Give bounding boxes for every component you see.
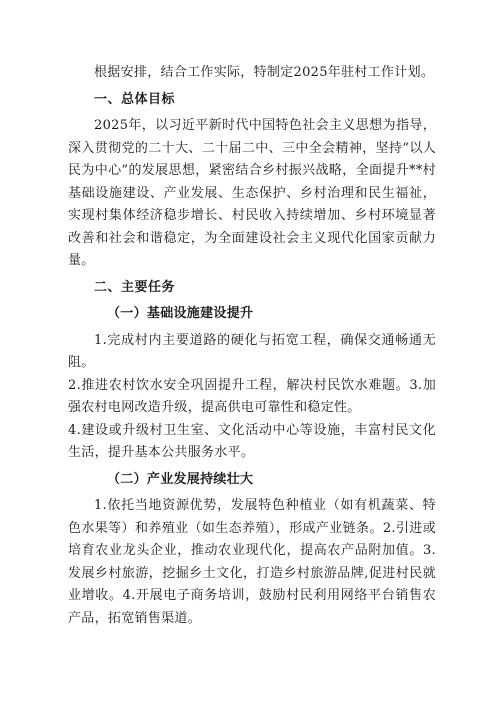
infrastructure-item-2-3: 2.推进农村饮水安全巩固提升工程，解决村民饮水难题。3.加强农村电网改造升级，提高供电可靠性和稳定性。 bbox=[68, 377, 436, 415]
intro-paragraph: 根据安排，结合工作实际，特制定2025年驻村工作计划。 bbox=[94, 65, 435, 80]
section-heading-overall-goal: 一、总体目标 bbox=[94, 91, 176, 107]
industry-paragraph: 1.依托当地资源优势，发展特色种植业（如有机蔬菜、特色水果等）和养殖业（如生态养殖），形成产业链条。2.引进或培育农业龙头企业，推动农业现代化，提高农产品附加值。3.发展乡村旅游，挖掘乡土文化，打造乡村旅游品牌,促进村民就业增收。4.开展电子商务培训，鼓励村民利用网络平台销售农产品，拓宽销售渠道。 bbox=[68, 498, 436, 626]
subsection-heading-infrastructure: （一）基础设施建设提升 bbox=[107, 306, 254, 321]
overall-goal-paragraph: 2025年，以习近平新时代中国特色社会主义思想为指导，深入贯彻党的二十大、二十届二中、三中全会精神，坚持“以人民为中心”的发展思想，紧密结合乡村振兴战略，全面提升**村基础设施建设、产业发展、生态保护、乡村治理和民生福祉，实现村集体经济稳步增长、村民收入持续增加、乡村环境显著改善和社会和谐稳定，为全面建设社会主义现代化国家贡献力量。 bbox=[68, 118, 436, 268]
subsection-heading-industry: （二）产业发展持续壮大 bbox=[107, 471, 254, 487]
infrastructure-item-4: 4.建设或升级村卫生室、文化活动中心等设施，丰富村民文化生活，提升基本公共服务水平。 bbox=[68, 422, 436, 460]
infrastructure-item-1: 1.完成村内主要道路的硬化与拓宽工程，确保交通畅通无阻。 bbox=[68, 332, 436, 370]
section-heading-main-tasks: 二、主要任务 bbox=[94, 279, 176, 295]
